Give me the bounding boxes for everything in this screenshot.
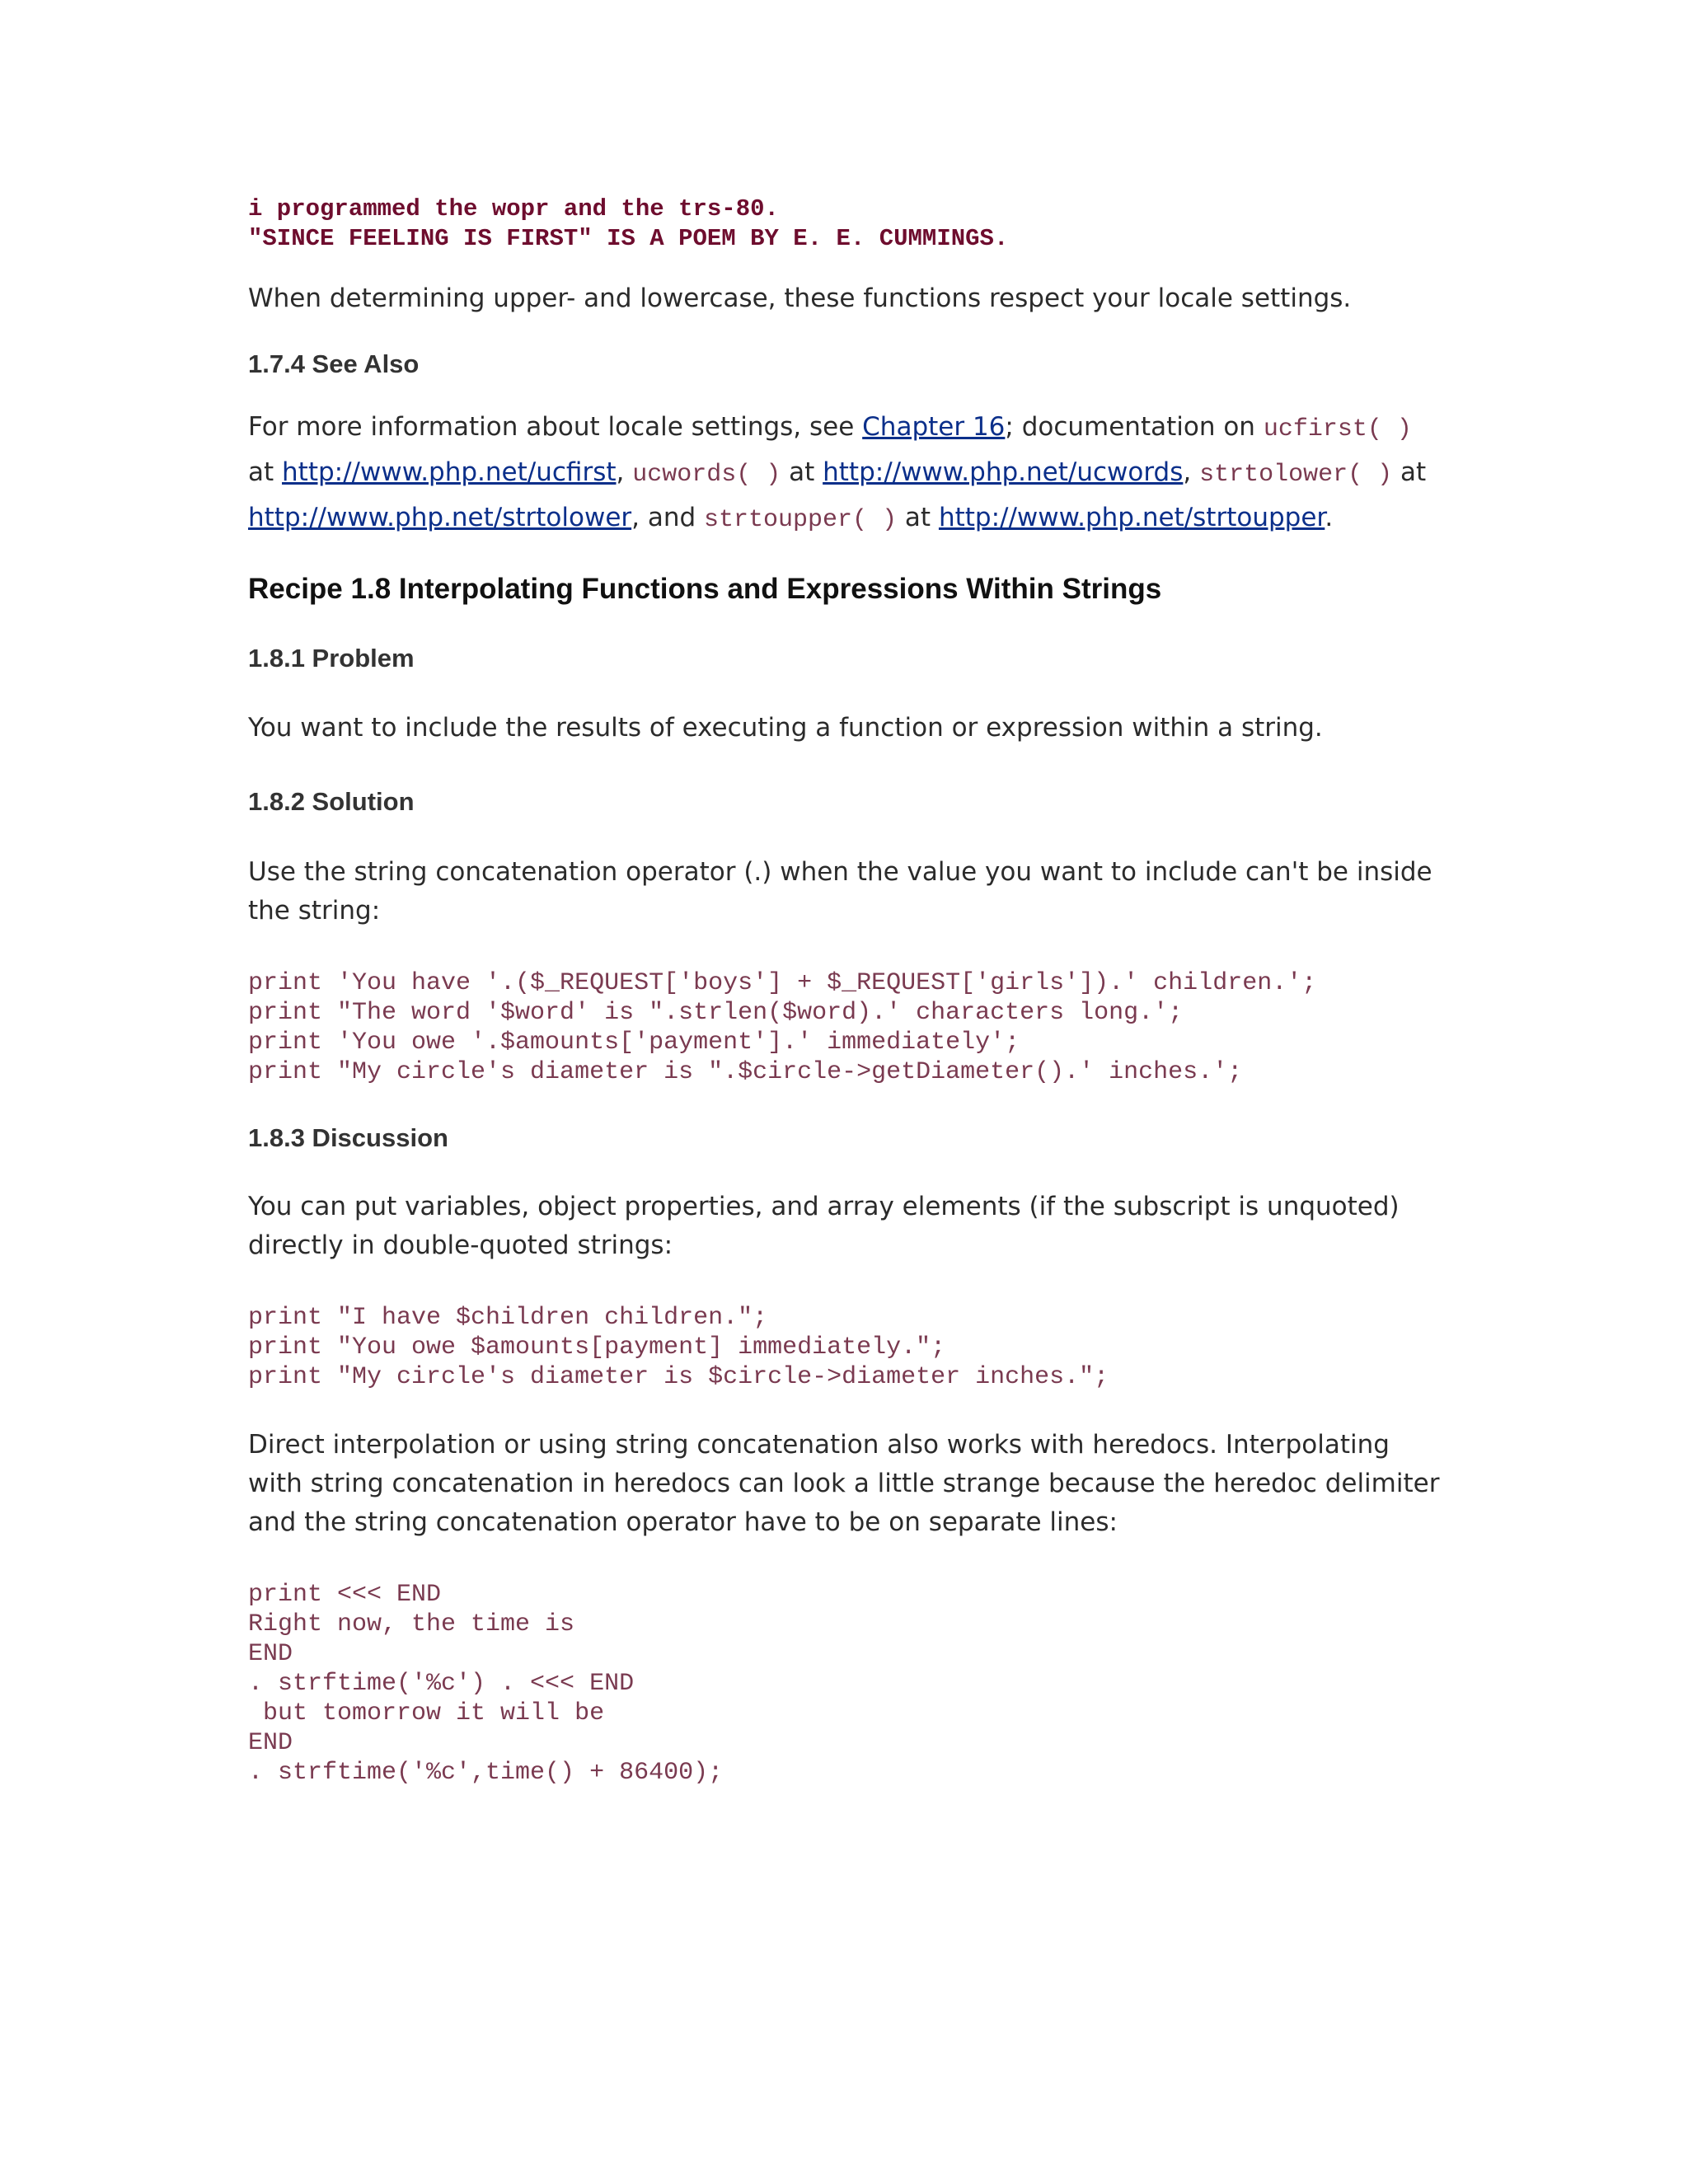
output-block — [248, 194, 1443, 254]
see-also-text: at — [781, 457, 823, 487]
see-also-text: , — [1183, 457, 1200, 487]
output-line-1: i programmed the wopr and the trs-80. — [248, 195, 779, 223]
recipe-title: Recipe 1.8 Interpolating Functions and Expressions Within Strings — [248, 573, 1162, 605]
strtolower-code: strtolower( ) — [1199, 461, 1393, 489]
strtoupper-link[interactable]: http://www.php.net/strtoupper — [938, 503, 1325, 532]
discussion-text-2: Direct interpolation or using string concatenation also works with heredocs. Interpolating with string concatenation in heredocs can look a little strange because the heredoc delimiter and the string concatenation operator have to be on separate lines: — [248, 1430, 1440, 1537]
strtolower-link[interactable]: http://www.php.net/strtolower — [248, 503, 632, 532]
discussion-heading: 1.8.3 Discussion — [248, 1123, 448, 1152]
solution-heading: 1.8.2 Solution — [248, 787, 415, 816]
see-also-text: at — [897, 503, 939, 532]
discussion-code-block-2: print <<< END Right now, the time is END . strftime('%c') . <<< END but tomorrow it will be END . strftime('%c',time() + 86400); — [248, 1581, 724, 1787]
see-also-text: For more information about locale settings, see — [248, 412, 863, 442]
problem-text: You want to include the results of executing a function or expression within a string. — [248, 713, 1323, 743]
problem-heading: 1.8.1 Problem — [248, 644, 415, 673]
see-also-text: . — [1325, 503, 1334, 532]
solution-code-block: print 'You have '.($_REQUEST['boys'] + $_REQUEST['girls']).' children.'; print "The word '$word' is ".strlen($word).' characters long.'; print 'You owe '.$amounts['payment'].' immediately'; print "My circle's diameter is ".$circle->getDiameter().' inches.'; — [248, 969, 1317, 1086]
see-also-text: ; documentation on — [1005, 412, 1264, 442]
solution-text: Use the string concatenation operator (.) when the value you want to include can't be inside the string: — [248, 857, 1432, 926]
strtoupper-code: strtoupper( ) — [704, 506, 898, 534]
see-also-heading: 1.7.4 See Also — [248, 349, 420, 378]
ucwords-link[interactable]: http://www.php.net/ucwords — [823, 457, 1184, 487]
document-page — [248, 194, 1443, 1788]
see-also-text: , — [616, 457, 633, 487]
see-also-text: at — [248, 457, 283, 487]
see-also-text: at — [1392, 457, 1427, 487]
ucfirst-link[interactable]: http://www.php.net/ucfirst — [282, 457, 617, 487]
see-also-text: , and — [631, 503, 705, 532]
output-line-2: "SINCE FEELING IS FIRST" IS A POEM BY E. E. CUMMINGS. — [248, 225, 1009, 252]
ucfirst-code: ucfirst( ) — [1263, 415, 1412, 443]
see-also-paragraph — [248, 405, 1435, 541]
discussion-text-1: You can put variables, object properties, and array elements (if the subscript is unquoted) directly in double-quoted strings: — [248, 1192, 1400, 1260]
discussion-code-block-1: print "I have $children children."; print "You owe $amounts[payment] immediately."; print "My circle's diameter is $circle->diameter inches."; — [248, 1304, 1109, 1391]
locale-note: When determining upper- and lowercase, these functions respect your locale settings. — [248, 284, 1352, 313]
chapter-16-link[interactable]: Chapter 16 — [862, 412, 1006, 442]
ucwords-code: ucwords( ) — [632, 461, 781, 489]
